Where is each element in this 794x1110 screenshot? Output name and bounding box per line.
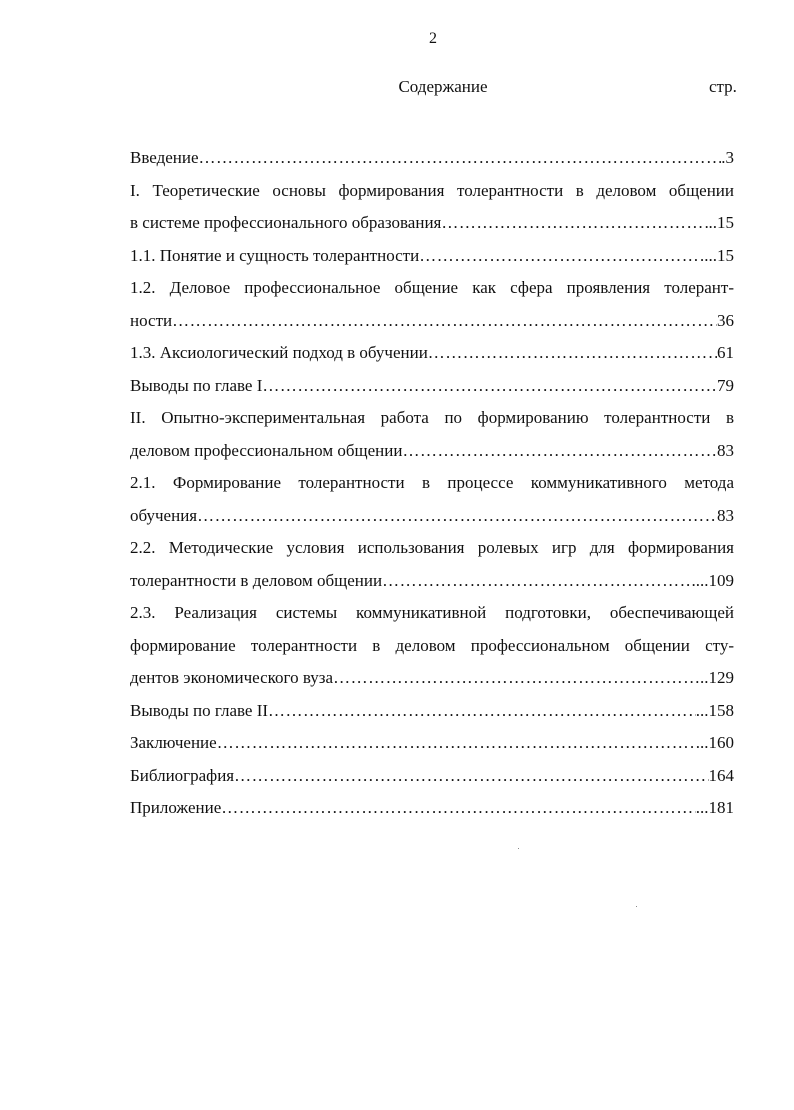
toc-entry-section-2-2-heading: 2.2. Методические условия использования ролевых игр для формирования	[130, 538, 734, 557]
scan-speck	[636, 906, 637, 907]
toc-entry-section-2-2	[130, 565, 734, 598]
toc-entry-page: ....109	[691, 570, 734, 590]
toc-entry-page: 164	[708, 765, 734, 785]
table-of-contents	[130, 142, 734, 825]
dot-leader	[402, 435, 717, 468]
dot-leader	[262, 370, 717, 403]
toc-entry-chapter-1	[130, 207, 734, 240]
page-number: 2	[429, 30, 437, 47]
toc-entry-section-2-3	[130, 662, 734, 695]
dot-leader	[333, 662, 700, 695]
toc-entry-text: 1.1. Понятие и сущность толерантности	[130, 245, 420, 265]
toc-entry-text: Выводы по главе II	[130, 700, 269, 720]
toc-entry-section-2-1-heading: 2.1. Формирование толерантности в процессе коммуникативного метода	[130, 473, 734, 492]
dot-leader	[428, 337, 717, 370]
toc-entry-text: 1.3. Аксиологический подход в обучении	[130, 343, 428, 362]
toc-entry-section-1-1	[130, 240, 734, 273]
toc-entry-chapter-1-heading: I. Теоретические основы формирования толерантности в деловом общении	[130, 180, 734, 200]
toc-entry-section-1-2	[130, 305, 734, 338]
toc-entry-page: ...158	[695, 700, 734, 720]
toc-title: Содержание	[398, 77, 488, 96]
toc-entry-text: Заключение	[130, 733, 217, 752]
toc-entry-bibliography	[130, 760, 734, 793]
toc-entry-text: в системе профессионального образования	[130, 213, 442, 232]
dot-leader	[234, 760, 708, 793]
toc-entry-page: ...160	[695, 733, 734, 752]
toc-entry-text: толерантности в деловом общении	[130, 570, 383, 590]
toc-entry-conclusions-chapter-2	[130, 695, 734, 728]
toc-entry-introduction	[130, 142, 734, 175]
toc-entry-appendix	[130, 792, 734, 825]
toc-entry-conclusions-chapter-1	[130, 370, 734, 403]
dot-leader	[217, 727, 696, 760]
page-column-label: стр.	[709, 77, 737, 96]
dot-leader	[419, 240, 704, 273]
toc-entry-chapter-2-heading: II. Опытно-экспериментальная работа по формированию толерантности в	[130, 408, 734, 427]
scan-speck	[518, 848, 519, 849]
toc-entry-section-2-3-heading: 2.3. Реализация системы коммуникативной подготовки, обеспечивающей	[130, 603, 734, 622]
toc-entry-text: обучения	[130, 505, 198, 525]
toc-entry-page: .3	[721, 148, 734, 167]
dot-leader	[172, 305, 717, 338]
toc-entry-text: ности	[130, 310, 173, 330]
toc-entry-page: 61	[717, 343, 734, 362]
toc-entry-section-1-3	[130, 337, 734, 370]
toc-entry-text: Приложение	[130, 798, 222, 817]
dot-leader	[221, 792, 696, 825]
toc-entry-text: деловом профессиональном общении	[130, 440, 403, 460]
dot-leader	[382, 565, 691, 598]
toc-entry-page: 83	[717, 440, 734, 460]
dot-leader	[199, 142, 722, 175]
toc-entry-page: ...15	[704, 245, 734, 265]
toc-entry-conclusion	[130, 727, 734, 760]
toc-entry-text: дентов экономического вуза	[130, 668, 334, 687]
toc-entry-page: 79	[717, 375, 734, 395]
toc-entry-section-2-1	[130, 500, 734, 533]
toc-entry-text: Введение	[130, 148, 199, 167]
toc-entry-chapter-2	[130, 435, 734, 468]
dot-leader	[441, 207, 708, 240]
toc-entry-page: ..129	[700, 668, 734, 687]
dot-leader	[268, 695, 696, 728]
toc-entry-section-1-2-heading: 1.2. Деловое профессиональное общение как сфера проявления толерант-	[130, 278, 734, 297]
toc-entry-page: ..15	[708, 213, 734, 232]
toc-entry-page: 36	[717, 310, 734, 330]
toc-entry-page: ...181	[695, 798, 734, 817]
toc-entry-page: 83	[717, 505, 734, 525]
toc-entry-text: Выводы по главе I	[130, 375, 263, 395]
toc-entry-text: Библиография	[130, 765, 235, 785]
dot-leader	[197, 500, 717, 533]
toc-entry-section-2-3-heading-cont: формирование толерантности в деловом профессиональном общении сту-	[130, 635, 734, 655]
